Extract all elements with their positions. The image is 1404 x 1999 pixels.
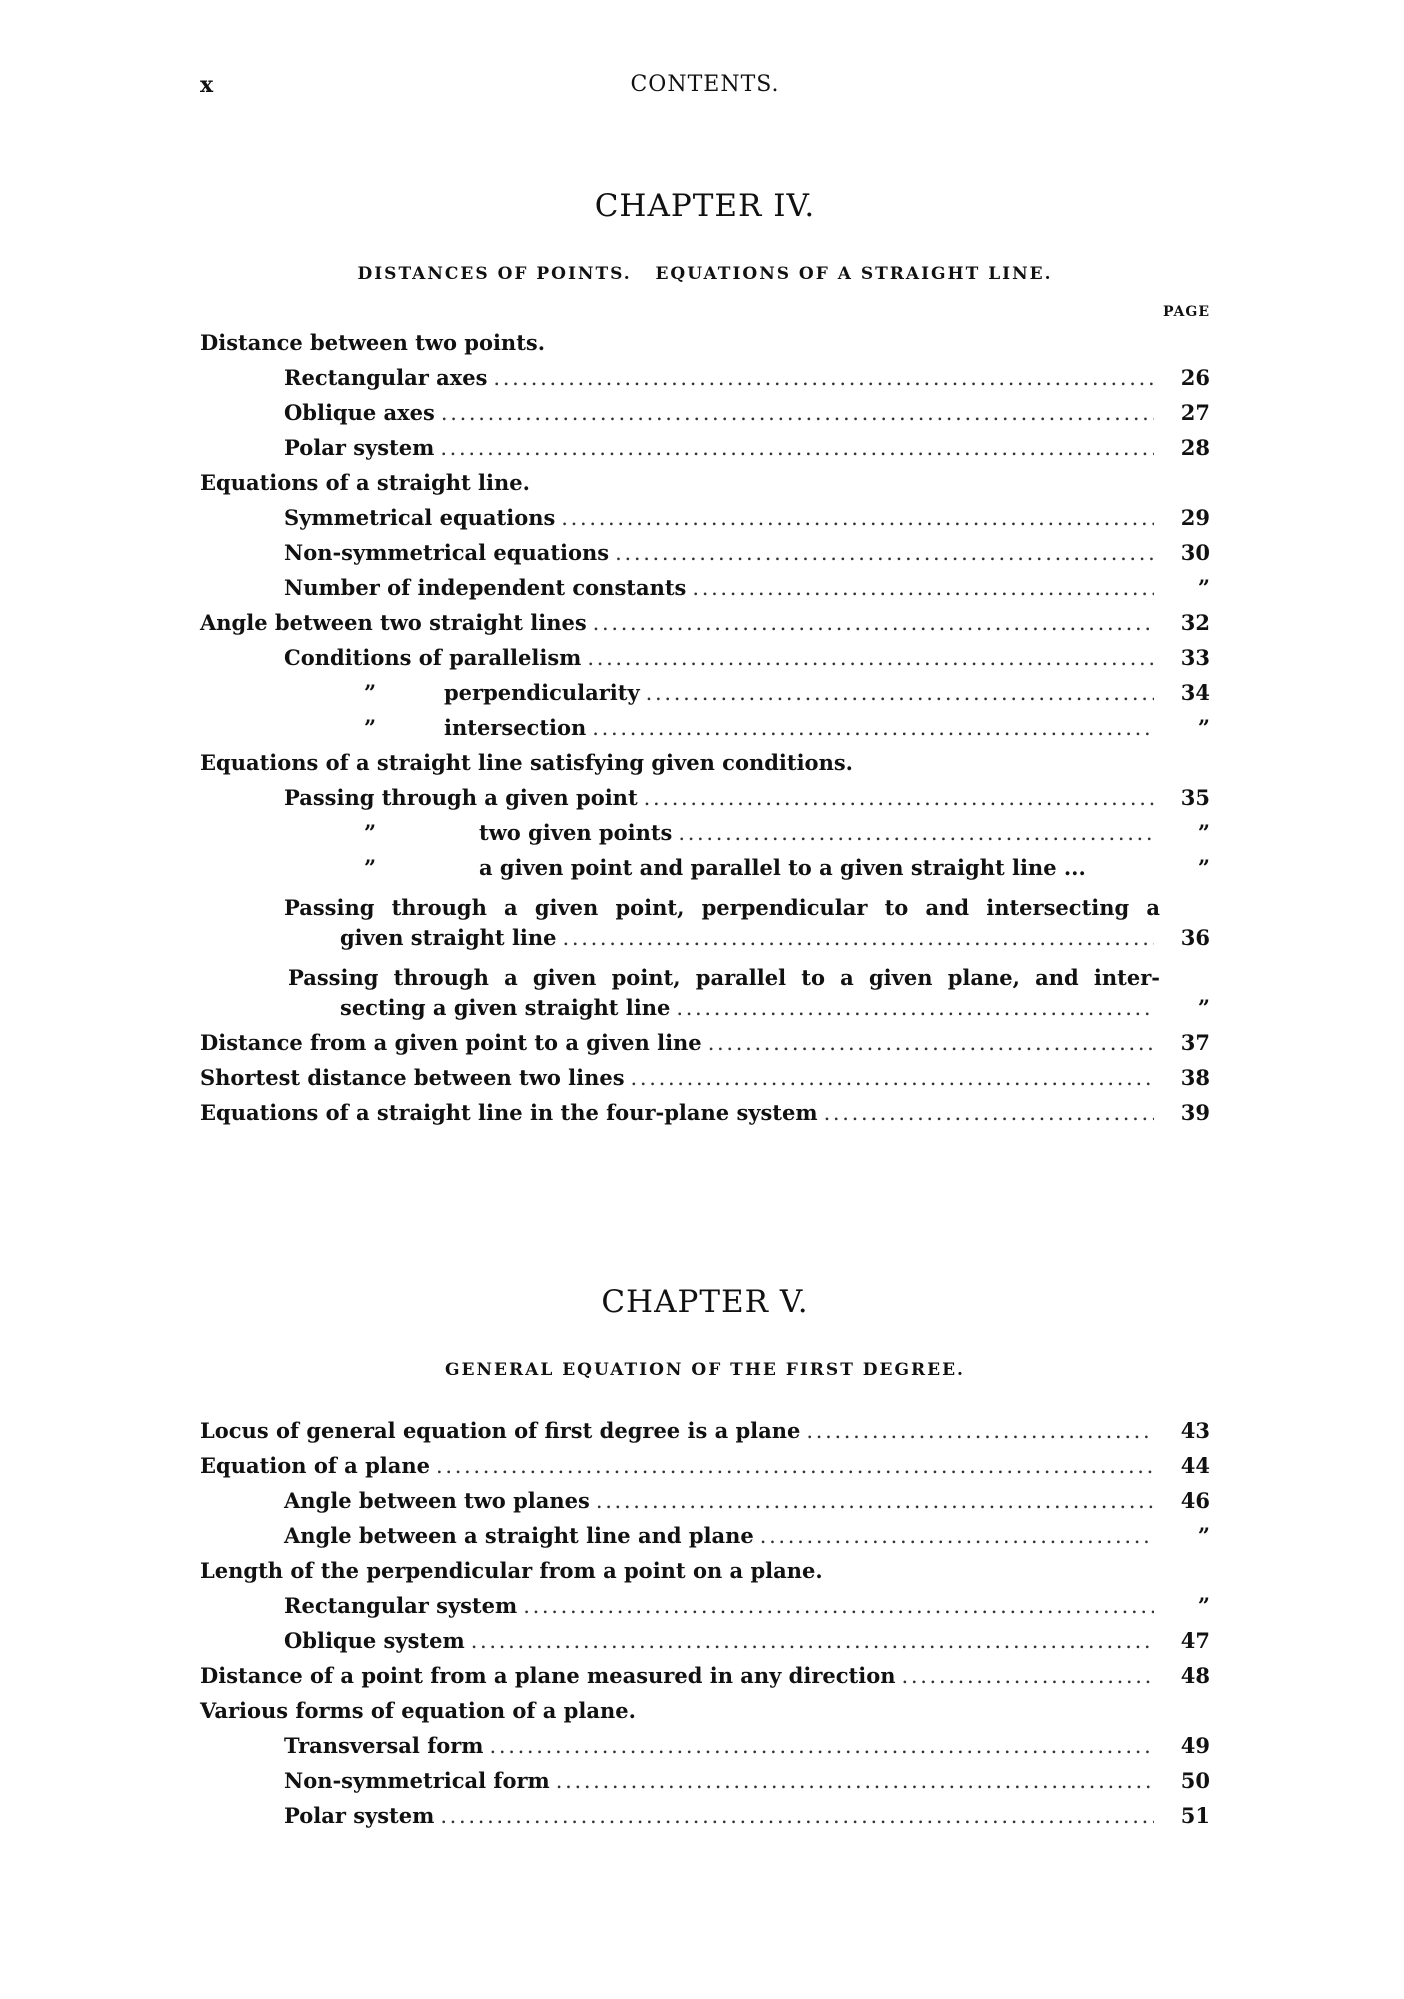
toc-entry <box>200 855 1210 890</box>
entry-text: Locus of general equation of first degree is a plane <box>200 1418 801 1443</box>
toc-entry <box>200 610 1210 645</box>
leader-dots <box>440 436 1154 460</box>
chapter-subtitle: DISTANCES OF POINTS. EQUATIONS OF A STRAIGHT LINE. <box>357 264 1053 284</box>
entry-text: perpendicularity <box>444 680 640 705</box>
toc-entry <box>200 1663 1210 1698</box>
toc-entry <box>200 750 1210 785</box>
entry-page: 27 <box>1180 400 1210 425</box>
entry-text: Distance between two points. <box>200 330 546 355</box>
toc-entry <box>200 330 1210 365</box>
entry-text: Shortest distance between two lines <box>200 1065 625 1090</box>
leader-dots <box>676 996 1154 1020</box>
entry-page: 29 <box>1180 505 1210 530</box>
entry-page: ” <box>1197 820 1210 845</box>
ditto-mark: ” <box>364 715 377 740</box>
entry-page: ” <box>1197 995 1210 1020</box>
toc-entry <box>200 1030 1210 1065</box>
entry-page: 49 <box>1180 1733 1210 1758</box>
leader-dots <box>592 716 1154 740</box>
entry-page: 51 <box>1180 1803 1210 1828</box>
entry-text: Oblique system <box>284 1628 465 1653</box>
toc-entries <box>200 1418 1210 1838</box>
toc-entry <box>200 785 1210 820</box>
toc-entry <box>200 925 1210 960</box>
leader-dots <box>615 541 1154 565</box>
chapter-4 <box>200 188 1210 1135</box>
entry-text: Oblique axes <box>284 400 435 425</box>
entry-text-line1: Passing through a given point, parallel to a given plane, and inter- <box>288 965 1160 990</box>
entry-text: Angle between two straight lines <box>200 610 587 635</box>
toc-entry <box>200 575 1210 610</box>
entry-page: ” <box>1197 575 1210 600</box>
leader-dots <box>587 646 1154 670</box>
entry-page: 32 <box>1180 610 1210 635</box>
toc-entry <box>200 470 1210 505</box>
entry-text: Distance from a given point to a given line <box>200 1030 702 1055</box>
chapter-subtitle: GENERAL EQUATION OF THE FIRST DEGREE. <box>445 1360 965 1380</box>
entry-page: ” <box>1197 1593 1210 1618</box>
leader-dots <box>563 926 1154 950</box>
leader-dots <box>441 401 1154 425</box>
entry-text: Various forms of equation of a plane. <box>200 1698 636 1723</box>
toc-entry <box>200 1558 1210 1593</box>
entry-text: Polar system <box>284 1803 435 1828</box>
toc-entry <box>200 1628 1210 1663</box>
entry-text: Angle between a straight line and plane <box>284 1523 754 1548</box>
entry-text: Number of independent constants <box>284 575 687 600</box>
toc-entry <box>200 1768 1210 1803</box>
entry-text: secting a given straight line <box>340 995 671 1020</box>
toc-entry <box>200 1065 1210 1100</box>
entry-page: 46 <box>1180 1488 1210 1513</box>
entry-page: 30 <box>1180 540 1210 565</box>
toc-entry <box>200 820 1210 855</box>
leader-dots <box>556 1769 1154 1793</box>
leader-dots <box>760 1524 1154 1548</box>
leader-dots <box>490 1734 1154 1758</box>
entry-page: ” <box>1197 1523 1210 1548</box>
entry-page: ” <box>1197 855 1210 880</box>
leader-dots <box>631 1066 1154 1090</box>
leader-dots <box>523 1594 1154 1618</box>
leader-dots <box>596 1489 1154 1513</box>
ditto-mark: ” <box>364 855 377 880</box>
entry-text: Length of the perpendicular from a point on a plane. <box>200 1558 823 1583</box>
entry-page: 26 <box>1180 365 1210 390</box>
leader-dots <box>471 1629 1154 1653</box>
entry-text: given straight line <box>340 925 557 950</box>
leader-dots <box>692 576 1154 600</box>
toc-entry-wrapped <box>200 890 1210 960</box>
leader-dots <box>561 506 1154 530</box>
leader-dots <box>902 1664 1155 1688</box>
entry-page: 48 <box>1180 1663 1210 1688</box>
toc-entry <box>200 1733 1210 1768</box>
toc-entry <box>200 1803 1210 1838</box>
toc-entry <box>200 1488 1210 1523</box>
entry-page: 36 <box>1180 925 1210 950</box>
toc-entry <box>200 435 1210 470</box>
entry-page: 50 <box>1180 1768 1210 1793</box>
entry-page: 37 <box>1180 1030 1210 1055</box>
leader-dots <box>436 1454 1154 1478</box>
leader-dots <box>708 1031 1154 1055</box>
entry-page: 28 <box>1180 435 1210 460</box>
entry-text: Polar system <box>284 435 435 460</box>
entry-text-line1: Passing through a given point, perpendicular to and intersecting a <box>284 895 1160 920</box>
entry-text: Equations of a straight line satisfying given conditions. <box>200 750 853 775</box>
toc-entry <box>200 1593 1210 1628</box>
entry-page: 47 <box>1180 1628 1210 1653</box>
toc-entry <box>200 365 1210 400</box>
entry-page: 44 <box>1180 1453 1210 1478</box>
running-title: CONTENTS. <box>630 72 780 97</box>
leader-dots <box>440 1804 1154 1828</box>
entry-text: Non-symmetrical form <box>284 1768 550 1793</box>
entry-text: Symmetrical equations <box>284 505 556 530</box>
toc-entry <box>200 540 1210 575</box>
leader-dots <box>824 1101 1154 1125</box>
entry-text: Rectangular axes <box>284 365 488 390</box>
toc-entry <box>200 645 1210 680</box>
entry-text: Transversal form <box>284 1733 484 1758</box>
entry-text: Non-symmetrical equations <box>284 540 610 565</box>
chapter-5 <box>200 1284 1210 1838</box>
entry-text: Equations of a straight line in the four-plane system <box>200 1100 818 1125</box>
entry-text: Passing through a given point <box>284 785 638 810</box>
chapter-title: CHAPTER V. <box>601 1284 809 1320</box>
toc-entry <box>200 715 1210 750</box>
toc-entry <box>200 995 1210 1030</box>
entry-text: two given points <box>479 820 673 845</box>
leader-dots <box>806 1419 1154 1443</box>
entry-text: Angle between two planes <box>284 1488 590 1513</box>
entry-text: Equations of a straight line. <box>200 470 530 495</box>
toc-entry-wrapped <box>200 960 1210 1030</box>
leader-dots <box>493 366 1154 390</box>
toc-entries <box>200 330 1210 1135</box>
entry-text: Conditions of parallelism <box>284 645 582 670</box>
toc-entry <box>200 400 1210 435</box>
ditto-mark: ” <box>364 820 377 845</box>
toc-entry <box>200 1418 1210 1453</box>
page-column-label: PAGE <box>1163 304 1210 320</box>
entry-page: 35 <box>1180 785 1210 810</box>
entry-page: 33 <box>1180 645 1210 670</box>
entry-page: 39 <box>1180 1100 1210 1125</box>
entry-text: Rectangular system <box>284 1593 518 1618</box>
toc-entry <box>200 1453 1210 1488</box>
leader-dots <box>593 611 1154 635</box>
toc-entry <box>200 1698 1210 1733</box>
entry-page: 38 <box>1180 1065 1210 1090</box>
entry-page: 43 <box>1180 1418 1210 1443</box>
entry-page: ” <box>1197 715 1210 740</box>
chapter-title: CHAPTER IV. <box>594 188 816 224</box>
page-folio: x <box>200 72 215 98</box>
leader-dots <box>678 821 1154 845</box>
entry-text: intersection <box>444 715 587 740</box>
entry-text: a given point and parallel to a given straight line ... <box>479 855 1086 880</box>
entry-page: 34 <box>1180 680 1210 705</box>
toc-entry <box>200 1100 1210 1135</box>
ditto-mark: ” <box>364 680 377 705</box>
leader-dots <box>644 786 1154 810</box>
leader-dots <box>646 681 1154 705</box>
toc-entry <box>200 680 1210 715</box>
toc-entry <box>200 505 1210 540</box>
entry-text: Equation of a plane <box>200 1453 430 1478</box>
entry-text: Distance of a point from a plane measured in any direction <box>200 1663 896 1688</box>
toc-entry <box>200 1523 1210 1558</box>
